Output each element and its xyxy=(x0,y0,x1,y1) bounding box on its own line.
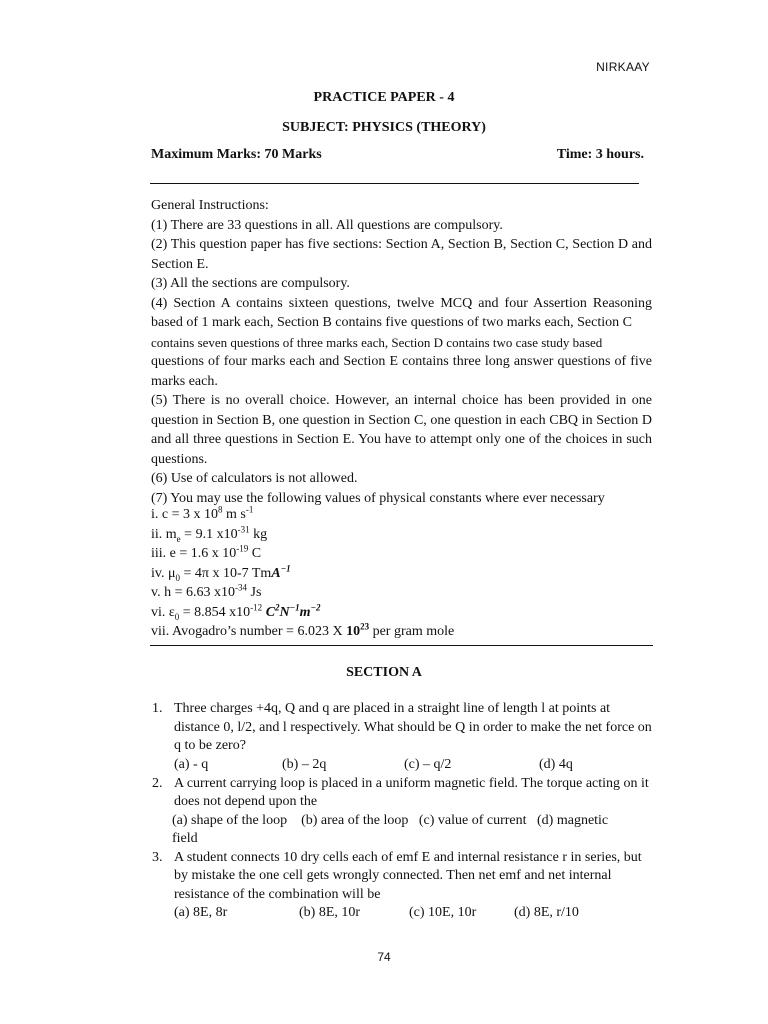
option-a: (a) 8E, 8r xyxy=(174,905,228,920)
question-text: A student connects 10 dry cells each of emf E and internal resistance r in series, but by mistake the one cell gets wrongly connected. Then net emf and net internal resistance of the combination will be xyxy=(174,849,642,902)
options-row xyxy=(174,756,652,775)
options-row xyxy=(174,904,652,923)
instruction-6: (6) Use of calculators is not allowed. xyxy=(151,471,358,486)
option-c: (c) 10E, 10r xyxy=(409,905,477,920)
question-3 xyxy=(152,849,652,924)
question-text: Three charges +4q, Q and q are placed in a straight line of length l at points at distance 0, l/2, and l respectively. What should be Q in order to make the net force on q to be zero? xyxy=(174,701,652,753)
instruction-5: (5) There is no overall choice. However, an internal choice has been provided in one question in Section B, one question in Section C, one question in each CBQ in Section D and all three questions in Section E. You have to attempt only one of the choices in such questions. xyxy=(151,393,652,467)
max-marks: Maximum Marks: 70 Marks xyxy=(151,147,322,162)
instruction-3: (3) All the sections are compulsory. xyxy=(151,276,350,291)
constant-h: v. h = 6.63 $x10^{-34}$ Js xyxy=(151,582,262,600)
physical-constants xyxy=(151,505,652,642)
option-d: (d) 4q xyxy=(539,756,573,772)
page-number: 74 xyxy=(377,950,391,964)
header-tag: NIRKAAY xyxy=(596,60,650,74)
question-1 xyxy=(152,700,652,775)
time-limit: Time: 3 hours. xyxy=(556,147,644,162)
subject-title: SUBJECT: PHYSICS (THEORY) xyxy=(282,120,486,135)
section-title: SECTION A xyxy=(346,665,422,680)
question-number: 2. xyxy=(152,775,163,791)
options-line: (a) shape of the loop (b) area of the loop (c) value of current (d) magnetic xyxy=(172,812,609,828)
option-a: (a) - q xyxy=(174,756,209,772)
divider xyxy=(150,183,639,184)
option-b: (b) – 2q xyxy=(282,756,327,772)
question-number: 3. xyxy=(152,849,163,865)
divider xyxy=(150,645,653,646)
instruction-4c: questions of four marks each and Section E contains three long answer questions of five marks each. xyxy=(151,354,652,389)
question-text: A current carrying loop is placed in a uniform magnetic field. The torque acting on it does not depend upon the xyxy=(174,775,649,809)
instruction-4a: (4) Section A contains sixteen questions, twelve MCQ and four Assertion Reasoning based of 1 mark each, Section B contains five questions of two marks each, Section C xyxy=(151,295,652,330)
constant-c: i. c = 3 x $10^8$ m $s^{-1}$ xyxy=(151,504,254,522)
option-b: (b) 8E, 10r xyxy=(299,905,361,920)
paper-title: PRACTICE PAPER - 4 xyxy=(313,90,455,105)
constant-me: ii. $m_e = 9.1$ $x10^{-31}$ kg xyxy=(151,523,268,544)
constant-e: iii. e = 1.6 x $10^{-19}$ C xyxy=(151,543,262,561)
constant-eps0: vi. $\varepsilon_0 = 8.854$ $x10^{-12}$ $C^2N^{-1}m^{-2}$ xyxy=(151,601,321,622)
instruction-7: (7) You may use the following values of physical constants where ever necessary xyxy=(151,490,605,506)
instructions-heading: General Instructions: xyxy=(151,198,269,213)
instruction-1: (1) There are 33 questions in all. All questions are compulsory. xyxy=(151,217,503,233)
question-number: 1. xyxy=(152,701,163,716)
general-instructions xyxy=(151,196,652,508)
options-continued: field xyxy=(172,831,198,846)
question-list xyxy=(152,700,652,923)
instruction-4b: contains seven questions of three marks each, Section D contains two case study based xyxy=(151,334,603,350)
option-c: (c) – q/2 xyxy=(404,756,452,772)
constant-avogadro: vii. Avogadro’s number = 6.023 X $10^{23}$ per gram mole xyxy=(151,621,455,639)
question-2 xyxy=(152,775,652,849)
option-d: (d) 8E, r/10 xyxy=(514,905,579,920)
instruction-2: (2) This question paper has five sections: Section A, Section B, Section C, Section D and Section E. xyxy=(151,237,652,272)
constant-mu0: iv. $\mu_0 = 4\pi$ x 10-7 TmA$^{-1}$ xyxy=(151,562,291,583)
